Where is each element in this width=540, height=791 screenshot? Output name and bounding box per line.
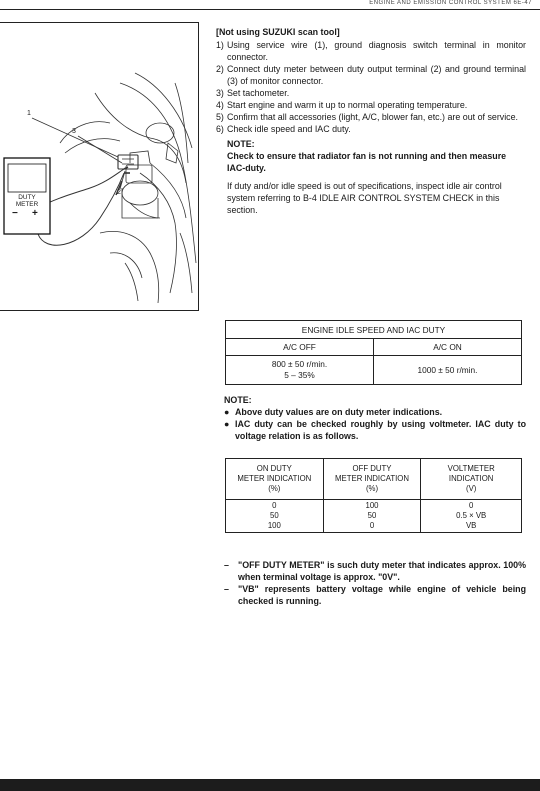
bullet-dot: ● — [224, 407, 230, 417]
header-voltmeter — [421, 459, 522, 500]
off-duty-values — [323, 500, 421, 533]
table-row — [226, 339, 522, 356]
voltmeter-values — [421, 500, 522, 533]
table-cell: 100 — [267, 521, 281, 530]
meter-label-line1: DUTY — [18, 194, 36, 201]
table-title: ENGINE IDLE SPEED AND IAC DUTY — [226, 321, 522, 339]
footnote — [224, 583, 526, 607]
note-bullet — [224, 406, 526, 418]
step-text: Start engine and warm it up to normal operating temperature. — [227, 100, 468, 110]
footnote-text: "VB" represents battery voltage while engine of vehicle being checked is running. — [238, 584, 526, 606]
step-text: Connect duty meter between duty output terminal (2) and ground terminal (3) of monitor connector. — [227, 64, 526, 86]
callout-3: 3 — [72, 128, 76, 135]
step-number: 2) — [216, 64, 224, 74]
duty-voltage-table — [225, 458, 522, 533]
footnote — [224, 559, 526, 583]
step-number: 5) — [216, 112, 224, 122]
col-ac-off: A/C OFF — [226, 339, 374, 356]
spec-paragraph: If duty and/or idle speed is out of specifications, inspect idle air control system referring to B-4 IDLE AIR CONTROL SYSTEM CHECK in this section. — [227, 181, 502, 215]
header-line: VOLTMETER — [447, 464, 495, 473]
dash-mark: – — [224, 560, 229, 570]
table-cell: 50 — [269, 511, 279, 520]
engine-illustration — [0, 23, 198, 310]
step-item — [216, 111, 526, 123]
footer-bar — [0, 779, 540, 791]
duty-meter-figure — [0, 22, 199, 311]
table-row — [226, 321, 522, 339]
table-cell: 0 — [369, 521, 375, 530]
meter-label-line2: METER — [15, 201, 39, 208]
table-row — [226, 500, 522, 533]
ac-off-speed: 800 ± 50 r/min. — [271, 359, 328, 369]
header-line: (%) — [365, 484, 379, 493]
table-cell: VB — [465, 521, 477, 530]
step-item — [216, 99, 526, 111]
header-line: METER INDICATION — [237, 474, 312, 483]
on-duty-values — [226, 500, 324, 533]
step-text: Check idle speed and IAC duty. — [227, 124, 351, 134]
table-cell: 0.5 × VB — [456, 511, 487, 520]
bullet-text: Above duty values are on duty meter indications. — [235, 407, 443, 417]
running-title: ENGINE AND EMISSION CONTROL SYSTEM 6E-47 — [369, 0, 532, 6]
note-section — [224, 394, 526, 442]
note-bullet — [224, 418, 526, 442]
step-text: Using service wire (1), ground diagnosis switch terminal in monitor connector. — [227, 40, 526, 62]
idle-speed-table — [225, 320, 522, 385]
table-cell: 100 — [365, 501, 379, 510]
header-line: METER INDICATION — [335, 474, 409, 483]
footnotes — [224, 559, 526, 607]
step-text: Set tachometer. — [227, 88, 290, 98]
bullet-dot: ● — [224, 419, 230, 429]
ac-on-cell: 1000 ± 50 r/min. — [374, 356, 522, 385]
duty-meter-label — [9, 194, 45, 208]
note-text: Check to ensure that radiator fan is not running and then measure IAC-duty. — [227, 151, 507, 173]
dash-mark: – — [224, 584, 229, 594]
ac-off-cell — [226, 356, 374, 385]
step-text: Confirm that all accessories (light, A/C, blower fan, etc.) are out of service. — [227, 112, 519, 122]
step-item — [216, 123, 526, 135]
step-item — [216, 87, 526, 99]
table-cell: 0 — [272, 501, 277, 510]
header-off-duty — [323, 459, 421, 500]
step-number: 3) — [216, 88, 224, 98]
table-header-row — [226, 459, 522, 500]
header-line: (V) — [465, 484, 477, 493]
step-item — [216, 39, 526, 63]
note-heading: NOTE: — [224, 395, 252, 405]
step-number: 6) — [216, 124, 224, 134]
section-title: [Not using SUZUKI scan tool] — [216, 27, 340, 37]
ac-off-duty: 5 – 35% — [284, 370, 315, 380]
footnote-text: "OFF DUTY METER" is such duty meter that indicates approx. 100% when terminal voltage is approx. "0V". — [238, 560, 526, 582]
header-line: ON DUTY — [256, 464, 292, 473]
step-item — [216, 63, 526, 87]
minus-terminal: − — [12, 208, 18, 219]
step-list — [216, 39, 526, 135]
table-cell: 0 — [469, 501, 474, 510]
header-line: (%) — [268, 484, 281, 493]
callout-2: 2 — [117, 189, 121, 196]
table-cell: 50 — [367, 511, 377, 520]
header-rule — [0, 9, 540, 10]
procedure-section — [216, 26, 526, 216]
table-row — [226, 356, 522, 385]
header-line: OFF DUTY — [352, 464, 392, 473]
bullet-text: IAC duty can be checked roughly by using voltmeter. IAC duty to voltage relation is as follows. — [235, 419, 526, 441]
header-on-duty — [226, 459, 324, 500]
note-heading: NOTE: — [227, 139, 255, 149]
step-number: 1) — [216, 40, 224, 50]
col-ac-on: A/C ON — [374, 339, 522, 356]
plus-terminal: + — [32, 208, 38, 219]
header-line: INDICATION — [448, 474, 494, 483]
callout-1: 1 — [27, 110, 31, 117]
step-number: 4) — [216, 100, 224, 110]
